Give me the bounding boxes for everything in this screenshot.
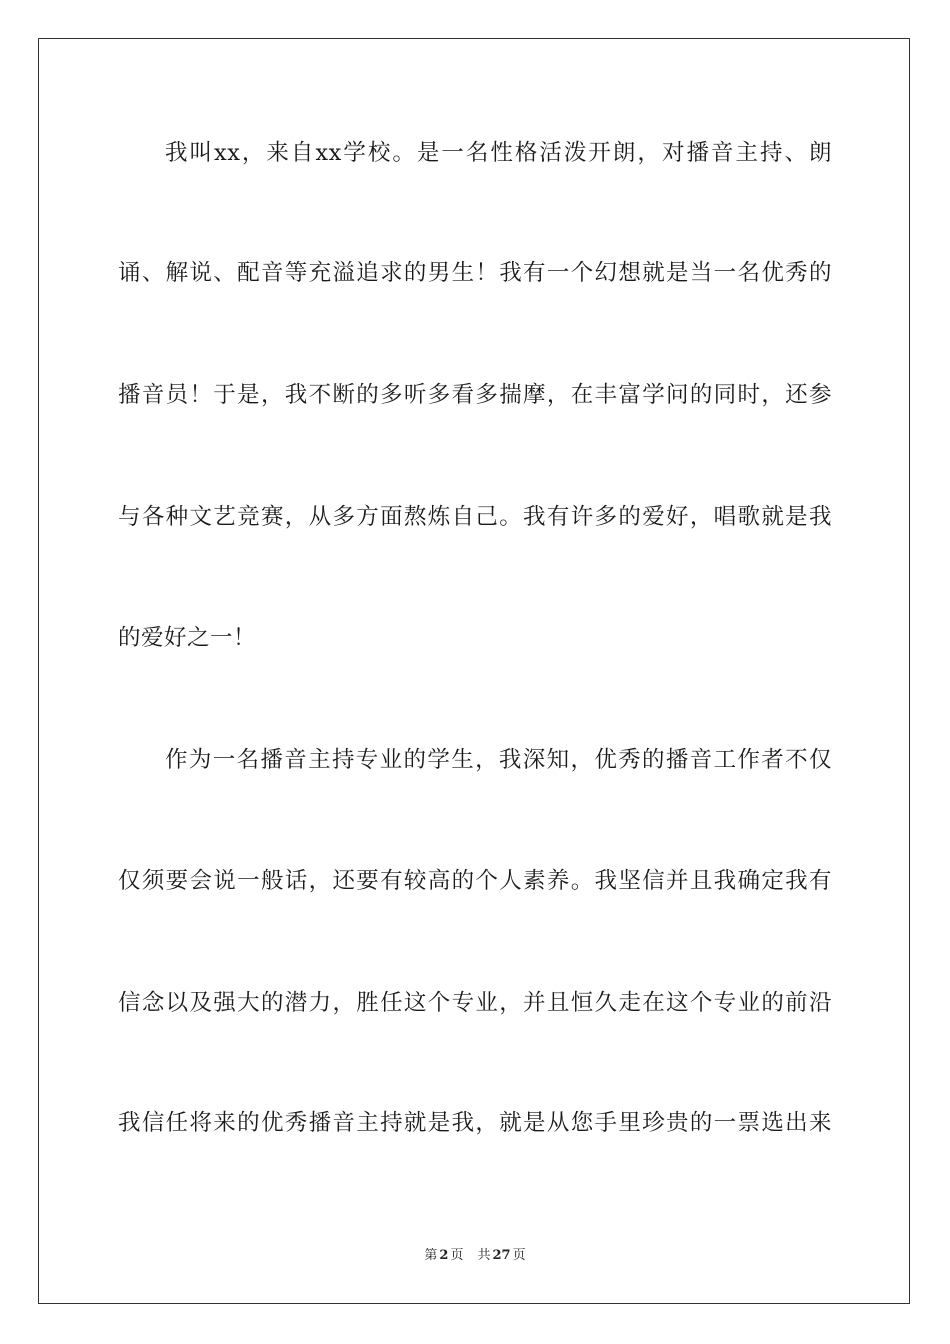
footer-total-prefix: 共 <box>477 1248 491 1263</box>
paragraph-1-line-1: 我叫xx，来自xx学校。是一名性格活泼开朗，对播音主持、朗 <box>165 140 832 166</box>
paragraph-1-line-4: 与各种文艺竞赛，从多方面熬炼自己。我有许多的爱好，唱歌就是我 <box>118 504 832 530</box>
page-footer <box>0 1248 950 1264</box>
footer-page-prefix: 第 <box>424 1248 438 1263</box>
paragraph-2-line-3: 信念以及强大的潜力，胜任这个专业，并且恒久走在这个专业的前沿 <box>118 990 832 1016</box>
footer-page-number: 2 <box>439 1248 449 1263</box>
footer-total-pages: 27 <box>492 1248 511 1263</box>
paragraph-2-line-4: 我信任将来的优秀播音主持就是我，就是从您手里珍贵的一票选出来 <box>118 1110 832 1136</box>
footer-page-suffix: 页 <box>450 1248 464 1263</box>
paragraph-2-line-1: 作为一名播音主持专业的学生，我深知，优秀的播音工作者不仅 <box>165 747 832 773</box>
paragraph-1-line-2: 诵、解说、配音等充溢追求的男生！我有一个幻想就是当一名优秀的 <box>118 260 832 286</box>
paragraph-1-line-5: 的爱好之一！ <box>118 625 257 651</box>
footer-total-suffix: 页 <box>512 1248 526 1263</box>
paragraph-1-line-3: 播音员！于是，我不断的多听多看多揣摩，在丰富学问的同时，还参 <box>118 382 832 408</box>
paragraph-2-line-2: 仅须要会说一般话，还要有较高的个人素养。我坚信并且我确定我有 <box>118 868 832 894</box>
